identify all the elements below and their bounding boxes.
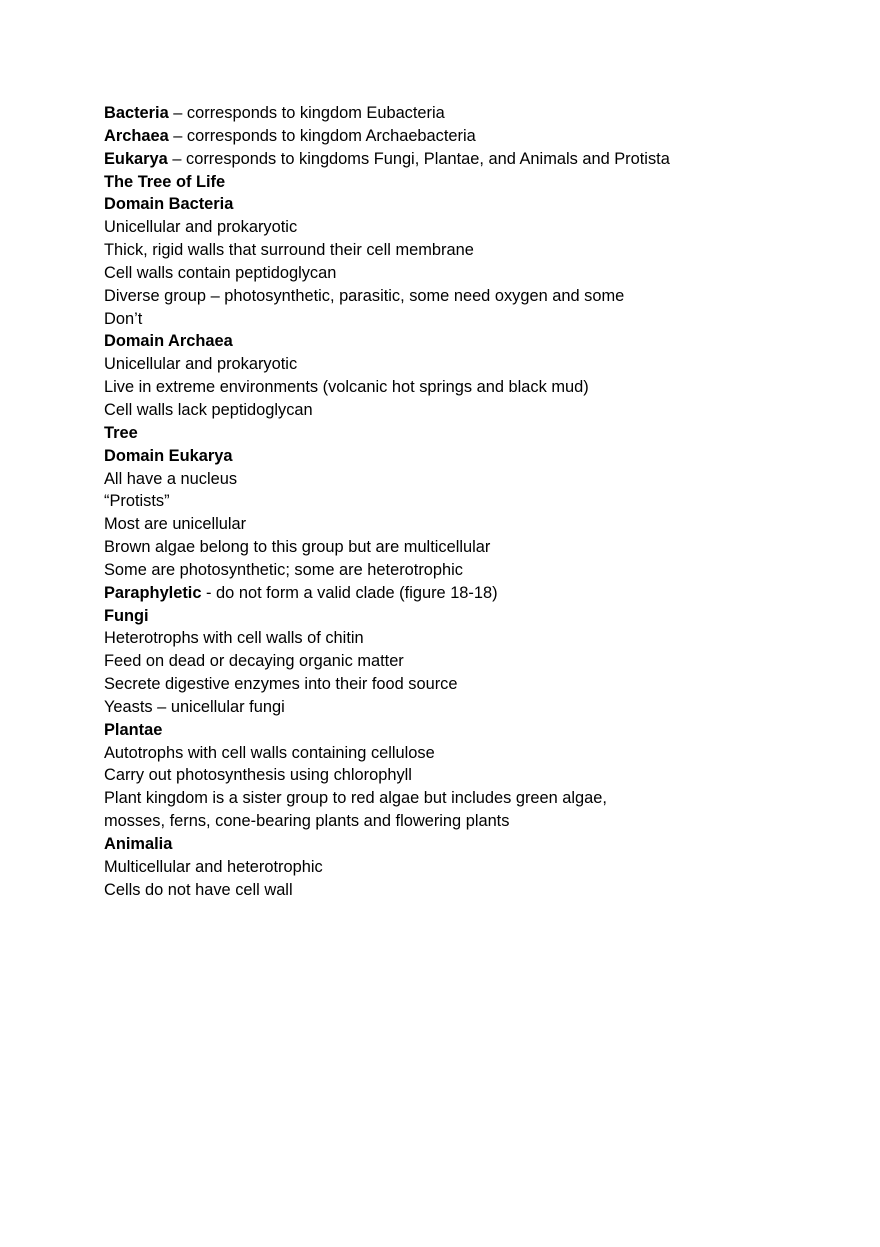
animalia-line: Multicellular and heterotrophic	[104, 857, 323, 876]
intro-line-eukarya	[104, 148, 824, 171]
intro-line-bacteria	[104, 102, 824, 125]
intro-text-bacteria: – corresponds to kingdom Eubacteria	[168, 104, 445, 122]
paraphyletic-line	[104, 582, 824, 605]
eukarya-line: All have a nucleus	[104, 469, 238, 488]
archaea-line: Cell walls lack peptidoglycan	[104, 400, 313, 419]
heading-plantae: Plantae	[104, 720, 163, 739]
term-eukarya: Eukarya	[104, 149, 168, 168]
term-paraphyletic: Paraphyletic	[104, 583, 202, 602]
bacteria-line: Cell walls contain peptidoglycan	[104, 263, 337, 282]
eukarya-line: Brown algae belong to this group but are multicellular	[104, 538, 491, 557]
bacteria-line: Thick, rigid walls that surround their cell membrane	[104, 241, 474, 260]
heading-fungi: Fungi	[104, 606, 149, 625]
archaea-line: Live in extreme environments (volcanic hot springs and black mud)	[104, 378, 589, 397]
heading-domain-eukarya: Domain Eukarya	[104, 446, 233, 465]
term-archaea: Archaea	[104, 126, 169, 145]
eukarya-line: Most are unicellular	[104, 515, 247, 534]
plantae-line: Carry out photosynthesis using chlorophyll	[104, 766, 412, 785]
intro-text-archaea: – corresponds to kingdom Archaebacteria	[168, 126, 476, 145]
intro-line-archaea	[104, 125, 824, 148]
heading-domain-archaea: Domain Archaea	[104, 332, 233, 351]
bacteria-line: Don’t	[104, 309, 143, 328]
document-body	[104, 102, 824, 902]
fungi-line: Feed on dead or decaying organic matter	[104, 652, 404, 671]
eukarya-line: Some are photosynthetic; some are heterotrophic	[104, 560, 463, 579]
bacteria-line: Unicellular and prokaryotic	[104, 218, 298, 237]
heading-animalia: Animalia	[104, 835, 173, 853]
fungi-line: Secrete digestive enzymes into their food source	[104, 675, 458, 694]
fungi-line: Yeasts – unicellular fungi	[104, 697, 285, 716]
animalia-line: Cells do not have cell wall	[104, 880, 293, 899]
heading-domain-bacteria: Domain Bacteria	[104, 195, 234, 214]
heading-tree-of-life: The Tree of Life	[104, 172, 226, 191]
term-bacteria: Bacteria	[104, 104, 169, 122]
plantae-line: Plant kingdom is a sister group to red algae but includes green algae,	[104, 789, 607, 808]
fungi-line: Heterotrophs with cell walls of chitin	[104, 629, 364, 648]
bacteria-line: Diverse group – photosynthetic, parasitic, some need oxygen and some	[104, 286, 625, 305]
eukarya-line: “Protists”	[104, 492, 170, 511]
heading-tree: Tree	[104, 423, 138, 442]
plantae-line: mosses, ferns, cone-bearing plants and flowering plants	[104, 812, 510, 831]
archaea-line: Unicellular and prokaryotic	[104, 355, 298, 374]
plantae-line: Autotrophs with cell walls containing cellulose	[104, 743, 435, 762]
intro-text-eukarya: – corresponds to kingdoms Fungi, Plantae, and Animals and Protista	[167, 149, 670, 168]
paraphyletic-text: - do not form a valid clade (figure 18-18)	[201, 583, 498, 602]
